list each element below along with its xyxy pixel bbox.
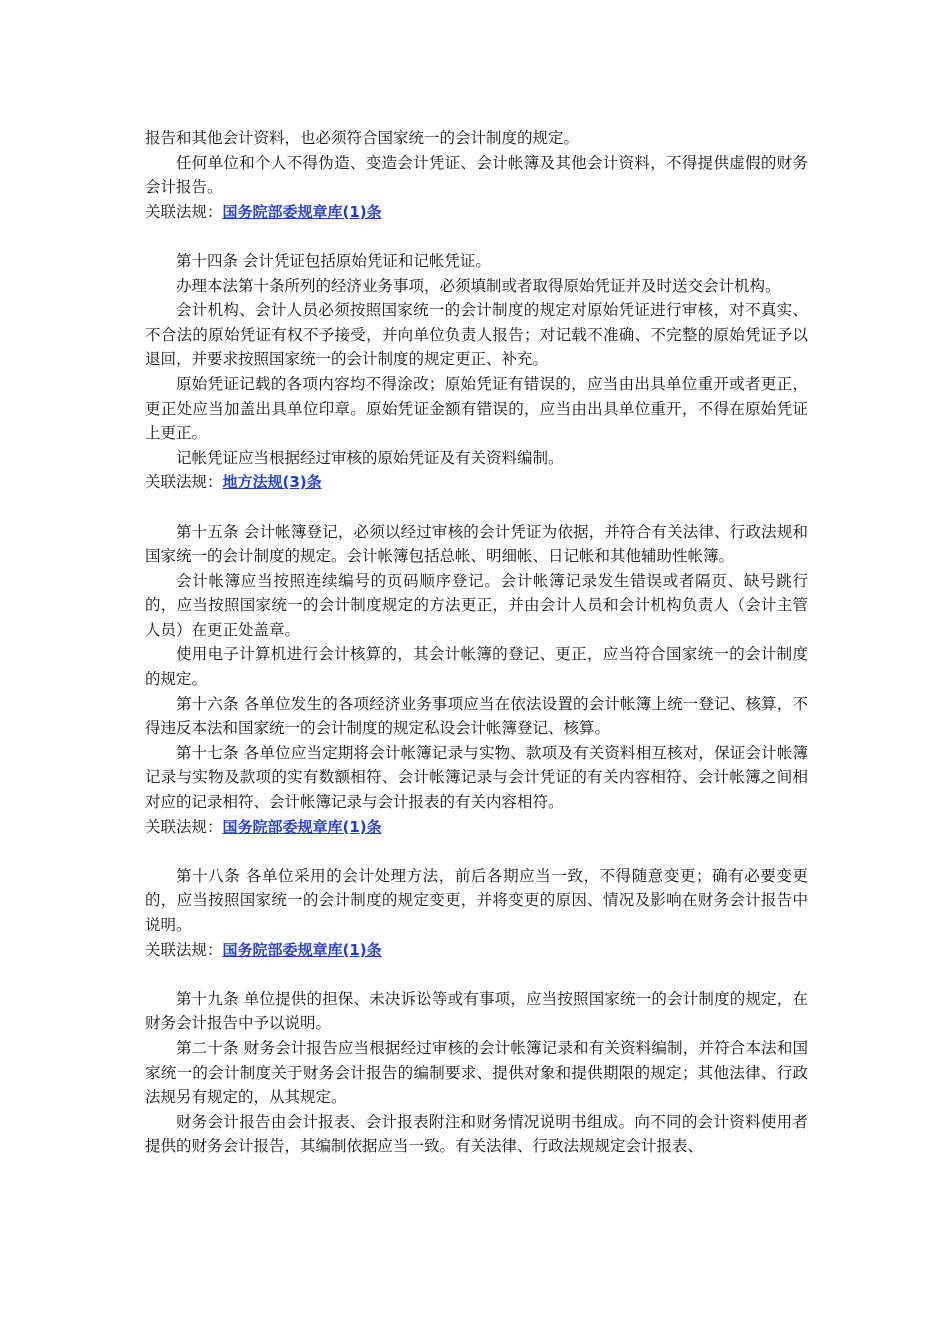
article-paragraph: 第十四条 会计凭证包括原始凭证和记帐凭证。 bbox=[176, 251, 491, 270]
article-paragraph: 使用电子计算机进行会计核算的，其会计帐簿的登记、更正，应当符合国家统一的会计制度的规定。 bbox=[145, 645, 808, 689]
article-paragraph: 第十九条 单位提供的担保、未决诉讼等或有事项，应当按照国家统一的会计制度的规定，在财务会计报告中予以说明。 bbox=[145, 989, 808, 1033]
article-paragraph: 第十五条 会计帐簿登记，必须以经过审核的会计凭证为依据，并符合有关法律、行政法规和国家统一的会计制度的规定。会计帐簿包括总帐、明细帐、日记帐和其他辅助性帐簿。 bbox=[145, 522, 808, 566]
paragraph-spacer bbox=[145, 962, 808, 987]
related-regulations-label: 关联法规： bbox=[145, 817, 223, 836]
related-regulations-link[interactable]: 国务院部委规章库(1)条 bbox=[222, 202, 382, 221]
article-paragraph: 任何单位和个人不得伪造、变造会计凭证、会计帐簿及其他会计资料，不得提供虚假的财务会计报告。 bbox=[145, 153, 808, 197]
article-paragraph: 报告和其他会计资料，也必须符合国家统一的会计制度的规定。 bbox=[145, 129, 580, 147]
article-paragraph: 财务会计报告由会计报表、会计报表附注和财务情况说明书组成。向不同的会计资料使用者提供的财务会计报告，其编制依据应当一致。有关法律、行政法规规定会计报表、 bbox=[145, 1112, 808, 1156]
article-paragraph: 第二十条 财务会计报告应当根据经过审核的会计帐簿记录和有关资料编制，并符合本法和国家统一的会计制度关于财务会计报告的编制要求、提供对象和提供期限的规定；其他法律、行政法规另有规定的，从其规定。 bbox=[145, 1038, 808, 1107]
paragraph-spacer bbox=[145, 224, 808, 249]
article-paragraph: 办理本法第十条所列的经济业务事项，必须填制或者取得原始凭证并及时送交会计机构。 bbox=[176, 276, 781, 295]
related-regulations-label: 关联法规： bbox=[145, 473, 223, 492]
paragraph-spacer bbox=[145, 495, 808, 520]
article-paragraph: 第十七条 各单位应当定期将会计帐簿记录与实物、款项及有关资料相互核对，保证会计帐簿记录与实物及款项的实有数额相符、会计帐簿记录与会计凭证的有关内容相符、会计帐簿之间相对应的记录相符、会计帐簿记录与会计报表的有关内容相符。 bbox=[145, 743, 808, 812]
article-paragraph: 会计帐簿应当按照连续编号的页码顺序登记。会计帐簿记录发生错误或者隔页、缺号跳行的，应当按照国家统一的会计制度规定的方法更正，并由会计人员和会计机构负责人（会计主管人员）在更正处盖章。 bbox=[145, 571, 808, 639]
article-paragraph: 记帐凭证应当根据经过审核的原始凭证及有关资料编制。 bbox=[176, 448, 564, 467]
related-regulations-label: 关联法规： bbox=[145, 202, 223, 221]
article-paragraph: 会计机构、会计人员必须按照国家统一的会计制度的规定对原始凭证进行审核，对不真实、不合法的原始凭证有权不予接受，并向单位负责人报告；对记载不准确、不完整的原始凭证予以退回，并要求按照国家统一的会计制度的规定更正、补充。 bbox=[145, 301, 808, 369]
related-regulations bbox=[145, 815, 808, 840]
related-regulations bbox=[145, 938, 808, 963]
article-paragraph: 第十八条 各单位采用的会计处理方法，前后各期应当一致，不得随意变更；确有必要变更的，应当按照国家统一的会计制度的规定变更，并将变更的原因、情况及影响在财务会计报告中说明。 bbox=[145, 866, 808, 934]
related-regulations-label: 关联法规： bbox=[145, 940, 223, 959]
document-page bbox=[145, 126, 808, 1159]
related-regulations-link[interactable]: 地方法规(3)条 bbox=[222, 473, 322, 492]
related-regulations-link[interactable]: 国务院部委规章库(1)条 bbox=[222, 940, 382, 959]
paragraph-spacer bbox=[145, 839, 808, 864]
article-paragraph: 第十六条 各单位发生的各项经济业务事项应当在依法设置的会计帐簿上统一登记、核算，不得违反本法和国家统一的会计制度的规定私设会计帐簿登记、核算。 bbox=[145, 694, 808, 738]
article-paragraph: 原始凭证记载的各项内容均不得涂改；原始凭证有错误的，应当由出具单位重开或者更正，更正处应当加盖出具单位印章。原始凭证金额有错误的，应当由出具单位重开，不得在原始凭证上更正。 bbox=[145, 374, 808, 443]
related-regulations-link[interactable]: 国务院部委规章库(1)条 bbox=[222, 817, 382, 836]
related-regulations bbox=[145, 200, 808, 225]
related-regulations bbox=[145, 470, 808, 495]
